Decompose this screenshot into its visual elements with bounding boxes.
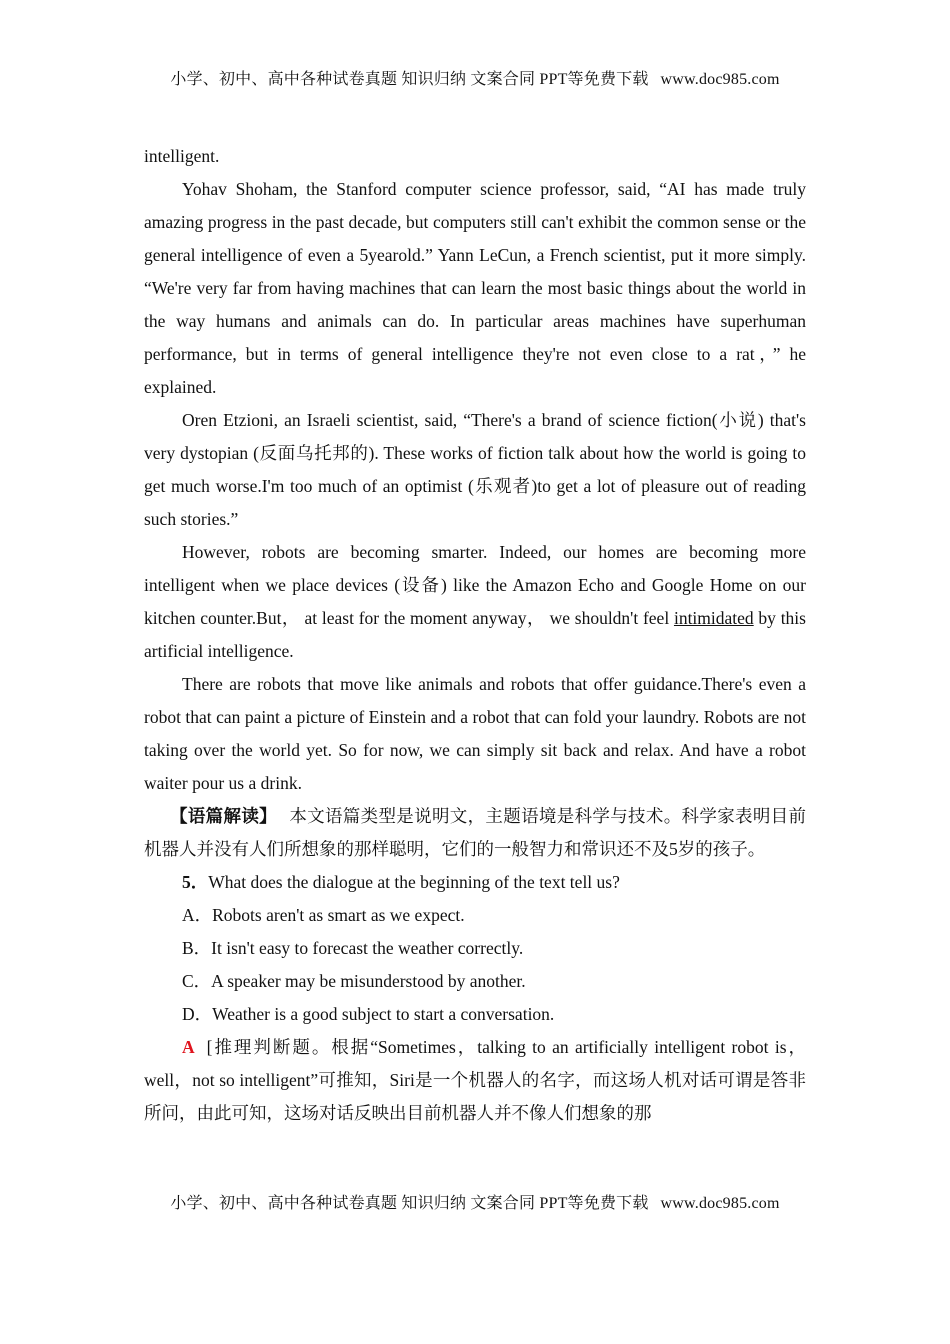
- header-text: 小学、初中、高中各种试卷真题 知识归纳 文案合同 PPT等免费下载: [170, 71, 649, 88]
- answer-text: [推理判断题。根据“Sometimes，talking to an artificially intelligent robot is，well，not so intelligent”可推知，Siri是一个机器人的名字，而这场人机对话可谓是答非所问，由此可知，这场对话反映出目前机器人并不像人们想象的那: [144, 1037, 806, 1123]
- option-d: D．Weather is a good subject to start a conversation.: [182, 1004, 555, 1024]
- answer-paragraph: [144, 1031, 806, 1130]
- option-a: A．Robots aren't as smart as we expect.: [182, 905, 465, 925]
- paragraph-3-before: However, robots are becoming smarter. Indeed, our homes are becoming more intelligent when we place devices (设备) like the Amazon Echo and Google Home on our kitchen counter.But， at least for the moment anyway， we shouldn't feel: [144, 542, 806, 628]
- paragraph-1: Yohav Shoham, the Stanford computer science professor, said, “AI has made truly amazing progress in the past decade, but computers still can't exhibit the common sense or the general intelligence of even a 5yearold.” Yann LeCun, a French scientist, put it more simply. “We're very far from having machines that can learn the most basic things about the world in the way humans and animals can do. In particular areas machines have superhuman performance, but in terms of general intelligence they're not even close to a rat，” he explained.: [144, 179, 806, 397]
- header-site[interactable]: www.doc985.com: [660, 71, 780, 88]
- answer-letter: A: [182, 1037, 195, 1057]
- analysis-label: 【语篇解读】: [170, 806, 277, 826]
- option-b: B．It isn't easy to forecast the weather correctly.: [182, 938, 524, 958]
- paragraph-3: [144, 536, 806, 668]
- paragraph-2: Oren Etzioni, an Israeli scientist, said, “There's a brand of science fiction(小说) that's very dystopian (反面乌托邦的). These works of fiction talk about how the world is going to get much worse.I'm too much of an optimist (乐观者)to get a lot of pleasure out of reading such stories.”: [144, 410, 806, 529]
- article-body: [144, 140, 806, 1130]
- footer-text: 小学、初中、高中各种试卷真题 知识归纳 文案合同 PPT等免费下载: [170, 1195, 649, 1212]
- underlined-word: intimidated: [673, 608, 754, 628]
- analysis-paragraph: [144, 800, 806, 866]
- page-footer: [0, 1190, 950, 1213]
- footer-site[interactable]: www.doc985.com: [660, 1195, 780, 1212]
- analysis-text: 本文语篇类型是说明文，主题语境是科学与技术。科学家表明目前机器人并没有人们所想象的那样聪明，它们的一般智力和常识还不及5岁的孩子。: [144, 806, 807, 859]
- paragraph-0: intelligent.: [144, 146, 220, 166]
- paragraph-4: There are robots that move like animals and robots that offer guidance.There's even a robot that can paint a picture of Einstein and a robot that can fold your laundry. Robots are not taking over the world yet. So for now, we can simply sit back and relax. And have a robot waiter pour us a drink.: [144, 674, 806, 793]
- paragraph-3-after: by this artificial intelligence.: [144, 608, 806, 661]
- page-header: [0, 66, 950, 89]
- question-number: 5．: [182, 872, 209, 892]
- question: [144, 866, 806, 899]
- option-c: C．A speaker may be misunderstood by another.: [182, 971, 526, 991]
- question-text: What does the dialogue at the beginning of the text tell us?: [208, 872, 620, 892]
